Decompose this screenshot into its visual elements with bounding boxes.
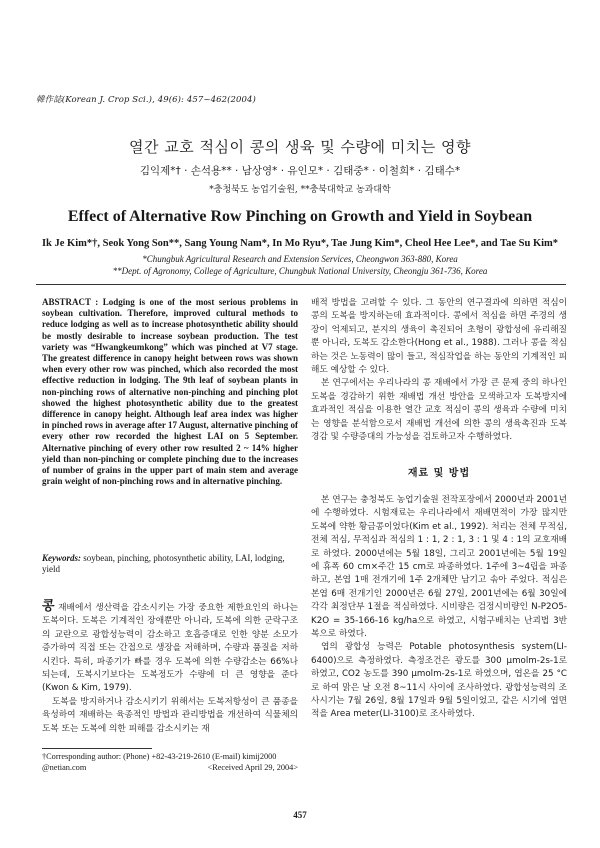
affiliation-1: *Chungbuk Agricultural Research and Extension Services, Cheongwon 363-880, Korea — [142, 254, 458, 264]
right-body-text — [311, 297, 567, 722]
header-divider — [36, 284, 566, 285]
right-paragraph-3: 본 연구는 충청북도 농업기술원 전작포장에서 2000년과 2001년에 수행하였다. 시험재료는 우리나라에서 재배면적이 가장 많지만 도복에 약한 황금콩이었다(Kim et al., 1992). 처리는 전체 무적심, 전체 적심, 무적심과 적심의 1 : 1, 2 : 1, 3 : 1 및 4 : 1의 교호재배로 하였다. 2000년에는 5월 18일, 그리고 2001년에는 5월 19일에 휴폭 60 cm×주간 15 cm로 파종하였다. 1주에 3~4립을 파종하고, 본엽 1매 전개기에 1주 2개체만 남기고 솎아 주었다. 적심은 본엽 6매 전개기인 2000년은 6월 27일, 2001년에는 6월 30일에 각각 최정단부 1절을 적심하였다. 시비량은 검정시비량인 N-P2O5-K2O = 35-166-16 kg/ha으로 하였고, 시험구배치는 난괴법 3반복으로 하였다. — [311, 494, 567, 639]
english-authors: Ik Je Kim*†, Seok Yong Son**, Sang Young Nam*, In Mo Ryu*, Tae Jung Kim*, Cheol Hee Lee*, and Tae Su Kim* — [41, 238, 559, 249]
journal-citation: 韓作誌(Korean J. Crop Sci.), 49(6): 457~462(2004) — [36, 95, 256, 105]
section-heading-methods: 재료 및 방법 — [407, 468, 471, 480]
dropcap: 콩 — [42, 599, 55, 614]
footnote — [42, 751, 298, 773]
korean-affiliations: *충청북도 농업기술원, **충북대학교 농과대학 — [209, 185, 391, 195]
affiliation-2: **Dept. of Agronomy, College of Agriculture, Chungbuk National University, Cheongju 361-736, Korea — [112, 266, 488, 276]
korean-authors: 김익제*† · 손석용** · 남상영* · 유인모* · 김태중* · 이철희* · 김태수* — [139, 165, 461, 177]
keywords — [42, 553, 298, 575]
left-paragraph-1: 재배에서 생산력을 감소시키는 가장 중요한 제한요인의 하나는 도복이다. 도복은 기계적인 장애뿐만 아니라, 도복에 의한 군락구조의 교란으로 광합성능력이 감소하고 호흡증대로 인한 양분 소모가 증가하여 직접 또는 간접으로 생장을 저해하며, 수량과 품질을 저하시킨다. 특히, 파종기가 빠를 경우 도복에 의한 수량감소는 66%나 되는데, 도복시기보다는 도복정도가 수량에 더 큰 영향을 준다(Kwon & Kim, 1979). — [42, 603, 298, 694]
received-date: <Received April 29, 2004> — [207, 763, 298, 772]
right-paragraph-4: 엽의 광합성 능력은 Potable photosynthesis system(LI-6400)으로 측정하였다. 측정조건은 광도를 300 μmolm-2s-1로 하였고, CO2 농도를 390 μmolm-2s-1로 하였으며, 엽온을 25 °C로 하여 맑은 날 오전 8~11시 사이에 조사하였다. 광합성능력의 조사시기는 7월 26일, 8월 17일과 9월 5일이었고, 같은 시기에 엽면적을 Area meter(LI-3100)로 조사하였다. — [311, 642, 567, 720]
footnote-line-1: †Corresponding author: (Phone) +82-43-219-2610 (E-mail) kimij2000 — [42, 752, 277, 761]
footnote-email: @netian.com — [42, 763, 87, 772]
right-paragraph-1: 배적 방법을 고려할 수 있다. 그 동안의 연구결과에 의하면 적심이 콩의 도복을 방지하는데 효과적이다. 콩에서 적심을 하면 주경의 생장이 억제되고, 분지의 생육이 촉진되어 초형이 광합성에 유리해질 뿐 아니라, 도복도 감소한다(Hong et al., 1988). 그러나 콩을 적심하는 것은 노동력이 많이 들고, 적심작업을 하는 동안의 기계적인 피해도 예상할 수 있다. — [311, 298, 567, 376]
korean-title: 열간 교호 적심이 콩의 생육 및 수량에 미치는 영향 — [129, 138, 471, 156]
keywords-list: soybean, pinching, photosynthetic ability, LAI, lodging, yield — [42, 553, 285, 575]
left-body-text — [42, 600, 298, 736]
abstract: ABSTRACT : Lodging is one of the most serious problems in soybean cultivation. Therefore, improved cultural methods to reduce lodging as well as to increase photosynthetic ability should be mostly desirable to increase soybean production. The test variety was “Hwangkeumkong” which was pinched at V7 stage. The greatest difference in canopy height between rows was shown when every other row was pinched, which also recorded the most effective reduction in lodging. The 9th leaf of soybean plants in non-pinching rows of alternative non-pinching and pinching plot showed the highest photosynthetic ability due to the greatest difference in canopy height. Although leaf area index was higher in pinched rows in average after 17 August, alternative pinching of every other row recorded the highest LAI on 5 September. Alternative pinching of every other row resulted 2 ~ 14% higher yield than non-pinching or complete pinching due to the increases of number of grains in the upper part of main stem and average grain weight of non-pinching rows and in alternative pinching. — [42, 297, 298, 487]
left-paragraph-2: 도복을 방지하거나 감소시키기 위해서는 도복저항성이 큰 품종을 육성하여 재배하는 육종적인 방법과 관리방법을 개선하여 식물체의 도복 또는 도복에 의한 피해를 감소시키는 재 — [42, 696, 298, 734]
right-paragraph-2: 본 연구에서는 우리나라의 콩 재배에서 가장 큰 문제 중의 하나인 도복을 경감하기 위한 재배법 개선 방안을 모색하고자 도복방지에 효과적인 적심을 이용한 열간 교호 적심이 콩의 생육과 수량에 미치는 영향을 분석함으로서 재배법 개선에 의한 콩의 생육촉진과 도복경감 및 수량증대의 가능성을 검토하고자 수행하였다. — [311, 378, 567, 443]
footnote-divider — [42, 748, 152, 749]
keywords-label: Keywords: — [42, 553, 81, 563]
english-title: Effect of Alternative Row Pinching on Growth and Yield in Soybean — [67, 208, 533, 225]
page-number: 457 — [293, 810, 307, 820]
